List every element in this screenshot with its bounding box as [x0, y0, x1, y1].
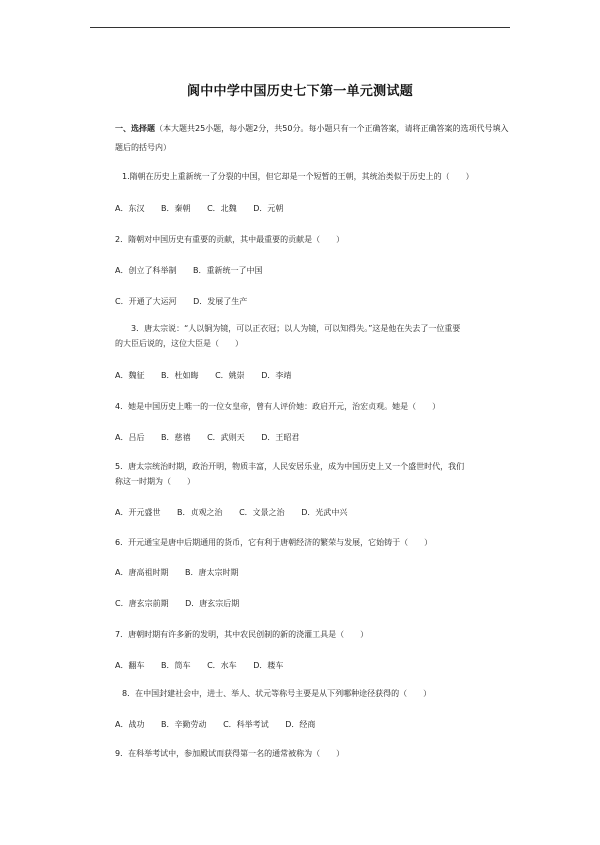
option: A．战功 [115, 720, 145, 729]
question-2-options-row2 [115, 292, 515, 311]
question-5-options [115, 503, 515, 522]
question-4: 4．她是中国历史上唯一的一位女皇帝，曾有人评价她：政启开元，治宏贞观。她是（ ） [115, 402, 441, 411]
question-6-options-row1 [115, 563, 515, 582]
option: A．创立了科举制 [115, 266, 177, 275]
question-5-line1: 5．唐太宗统治时期，政治开明，物质丰富，人民安居乐业，成为中国历史上又一个盛世时代，我们 [115, 462, 465, 471]
option: C．文景之治 [239, 508, 285, 517]
option: A．翻车 [115, 661, 145, 670]
section-heading: 一、选择题 [115, 124, 155, 133]
question-2: 2．隋朝对中国历史有重要的贡献，其中最重要的贡献是（ ） [115, 235, 345, 244]
option: C．姚崇 [215, 371, 245, 380]
question-8-options [115, 715, 515, 734]
option: D．唐玄宗后期 [185, 599, 240, 608]
option: B．重新统一了中国 [193, 266, 263, 275]
option: A．唐高祖时期 [115, 568, 169, 577]
question-5-line2: 称这一时期为（ ） [115, 477, 195, 486]
option: D．经商 [285, 720, 316, 729]
section-intro [115, 119, 515, 157]
question-8: 8．在中国封建社会中，进士、举人、状元等称号主要是从下列哪种途径获得的（ ） [122, 689, 432, 698]
section-instruction: （本大题共25小题，每小题2分，共50分。每小题只有一个正确答案，请将正确答案的选项代号填入题后的括号内） [115, 124, 509, 152]
question-1: 1.隋朝在历史上重新统一了分裂的中国，但它却是一个短暂的王朝，其统治类似于历史上的（ ） [122, 172, 474, 181]
option: D．李靖 [261, 371, 292, 380]
option: B．秦朝 [161, 204, 191, 213]
option: A．魏征 [115, 371, 145, 380]
option: D．耧车 [253, 661, 284, 670]
option: B．筒车 [161, 661, 191, 670]
option: A．吕后 [115, 433, 145, 442]
page-title: 阆中中学中国历史七下第一单元测试题 [186, 84, 414, 99]
option: B．辛勤劳动 [161, 720, 207, 729]
header-rule [90, 27, 510, 28]
option: A．开元盛世 [115, 508, 161, 517]
question-3-options [115, 366, 515, 385]
option: D．发展了生产 [193, 297, 248, 306]
option: C．北魏 [207, 204, 237, 213]
option: C．水车 [207, 661, 237, 670]
option: B．慈禧 [161, 433, 191, 442]
question-6: 6．开元通宝是唐中后期通用的货币，它有利于唐朝经济的繁荣与发展，它始铸于（ ） [115, 538, 433, 547]
option: B．唐太宗时期 [185, 568, 239, 577]
option: C．武则天 [207, 433, 245, 442]
question-3-line2: 的大臣后说的，这位大臣是（ ） [115, 339, 243, 348]
option: C．开通了大运河 [115, 297, 177, 306]
question-7: 7．唐朝时期有许多新的发明，其中农民创制的新的浇灌工具是（ ） [115, 630, 369, 639]
question-2-options-row1 [115, 261, 515, 280]
option: B．贞观之治 [177, 508, 223, 517]
option: A．东汉 [115, 204, 145, 213]
option: B．杜如晦 [161, 371, 199, 380]
question-4-options [115, 428, 515, 447]
question-6-options-row2 [115, 594, 515, 613]
question-1-options [115, 199, 515, 218]
question-9: 9．在科举考试中，参加殿试而获得第一名的通常被称为（ ） [115, 749, 345, 758]
option: C．科举考试 [223, 720, 269, 729]
question-3-line1: 3．唐太宗说：“人以铜为镜，可以正衣冠；以人为镜，可以知得失。”这是他在失去了一位重要 [131, 324, 461, 333]
option: D．光武中兴 [301, 508, 348, 517]
option: C．唐玄宗前期 [115, 599, 169, 608]
question-7-options [115, 656, 515, 675]
option: D．王昭君 [261, 433, 300, 442]
option: D．元朝 [253, 204, 284, 213]
